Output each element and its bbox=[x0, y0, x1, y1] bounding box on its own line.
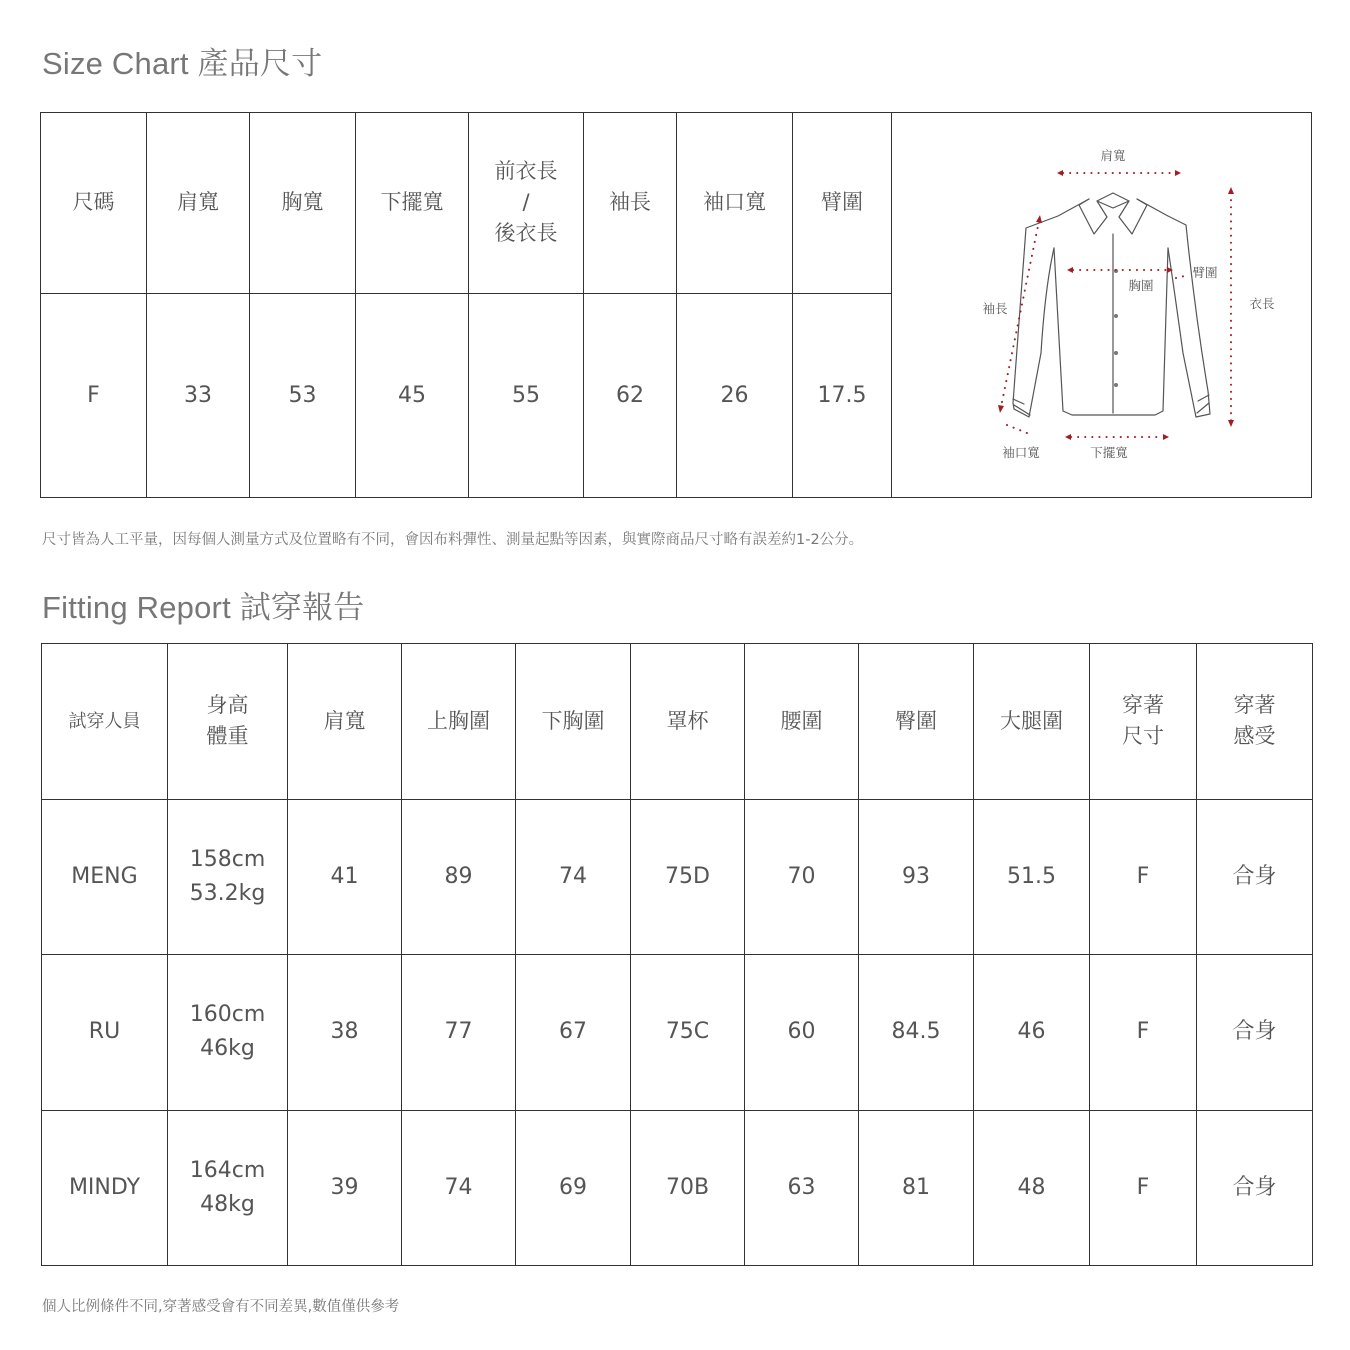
cell-wearing-size: F bbox=[1090, 955, 1197, 1111]
cell-sleeve-length: 62 bbox=[584, 293, 677, 497]
label-chest: 胸圍 bbox=[1127, 278, 1154, 293]
label-shoulder: 肩寬 bbox=[1099, 148, 1126, 163]
label-sleeve: 袖長 bbox=[981, 301, 1008, 316]
header-shoulder: 肩寬 bbox=[288, 644, 402, 800]
cell-arm-circumference: 17.5 bbox=[793, 293, 892, 497]
shirt-outline bbox=[1013, 193, 1210, 417]
header-chest-width: 胸寬 bbox=[250, 113, 356, 294]
fitting-report-note: 個人比例條件不同,穿著感受會有不同差異,數值僅供參考 bbox=[42, 1299, 400, 1315]
cell-hip: 81 bbox=[859, 1110, 974, 1266]
measurement-guides bbox=[1001, 173, 1231, 437]
shirt-diagram-cell bbox=[892, 113, 1312, 498]
header-waist: 腰圍 bbox=[745, 644, 859, 800]
table-row bbox=[42, 1110, 1313, 1266]
cell-waist: 70 bbox=[745, 799, 859, 955]
header-wearing-size bbox=[1090, 644, 1197, 800]
cell-shoulder: 39 bbox=[288, 1110, 402, 1266]
cell-weight: 48kg bbox=[200, 1191, 255, 1217]
table-row bbox=[42, 799, 1313, 955]
cell-waist: 60 bbox=[745, 955, 859, 1111]
header-height-weight bbox=[168, 644, 288, 800]
size-chart-title: Size Chart 產品尺寸 bbox=[42, 46, 323, 81]
header-upper-bust: 上胸圍 bbox=[402, 644, 516, 800]
cell-thigh: 48 bbox=[974, 1110, 1090, 1266]
cell-thigh: 46 bbox=[974, 955, 1090, 1111]
header-cup: 罩杯 bbox=[631, 644, 745, 800]
cell-height: 158cm bbox=[189, 846, 266, 872]
header-shoulder-width: 肩寬 bbox=[147, 113, 250, 294]
cell-height: 160cm bbox=[189, 1002, 266, 1028]
label-length: 衣長 bbox=[1248, 296, 1275, 311]
fitting-report-title: Fitting Report 試穿報告 bbox=[42, 590, 365, 625]
header-wearing-size-1: 穿著 bbox=[1122, 693, 1164, 718]
cell-height-weight bbox=[168, 1110, 288, 1266]
cell-size: F bbox=[41, 293, 147, 497]
header-front-length: 前衣長 bbox=[494, 159, 558, 184]
size-chart-header-row bbox=[41, 113, 1312, 294]
shirt-measurement-diagram bbox=[893, 113, 1311, 491]
cell-wearing-size: F bbox=[1090, 1110, 1197, 1266]
cell-weight: 53.2kg bbox=[189, 880, 266, 906]
header-wearing-feel-1: 穿著 bbox=[1233, 693, 1276, 718]
cell-cup: 75C bbox=[631, 955, 745, 1111]
cell-shoulder: 41 bbox=[288, 799, 402, 955]
measurement-arrows bbox=[998, 170, 1234, 440]
header-cuff-width: 袖口寬 bbox=[677, 113, 793, 294]
cell-chest-width: 53 bbox=[250, 293, 356, 497]
cell-upper-bust: 74 bbox=[402, 1110, 516, 1266]
header-sleeve-length: 袖長 bbox=[584, 113, 677, 294]
cell-wearing-size: F bbox=[1090, 799, 1197, 955]
header-back-length: 後衣長 bbox=[494, 221, 558, 246]
shirt-buttons bbox=[1114, 269, 1118, 387]
fitting-report-table bbox=[41, 643, 1313, 1266]
label-arm: 臂圍 bbox=[1191, 265, 1218, 280]
cell-hip: 93 bbox=[859, 799, 974, 955]
cell-hip: 84.5 bbox=[859, 955, 974, 1111]
cell-weight: 46kg bbox=[200, 1036, 255, 1062]
header-thigh: 大腿圍 bbox=[974, 644, 1090, 800]
header-length-slash: / bbox=[522, 190, 530, 215]
size-chart-table bbox=[40, 112, 1312, 498]
header-wearing-size-2: 尺寸 bbox=[1122, 724, 1164, 749]
cell-upper-bust: 89 bbox=[402, 799, 516, 955]
header-hip: 臀圍 bbox=[859, 644, 974, 800]
cell-hem-width: 45 bbox=[356, 293, 469, 497]
size-chart-note: 尺寸皆為人工平量，因每個人測量方式及位置略有不同，會因布料彈性、測量起點等因素，與實際商品尺寸略有誤差約1-2公分。 bbox=[42, 532, 864, 548]
cell-under-bust: 69 bbox=[516, 1110, 631, 1266]
cell-wearing-feel: 合身 bbox=[1197, 799, 1313, 955]
cell-model-name: RU bbox=[42, 955, 168, 1111]
cell-cup: 70B bbox=[631, 1110, 745, 1266]
cell-waist: 63 bbox=[745, 1110, 859, 1266]
cell-length: 55 bbox=[469, 293, 584, 497]
cell-thigh: 51.5 bbox=[974, 799, 1090, 955]
arm-guide bbox=[1176, 275, 1189, 278]
header-hem-width: 下擺寬 bbox=[356, 113, 469, 294]
cell-under-bust: 74 bbox=[516, 799, 631, 955]
cell-shoulder-width: 33 bbox=[147, 293, 250, 497]
header-length bbox=[469, 113, 584, 294]
table-row bbox=[42, 955, 1313, 1111]
cell-height: 164cm bbox=[189, 1157, 266, 1183]
label-hem: 下擺寬 bbox=[1089, 445, 1128, 460]
label-cuff: 袖口寬 bbox=[1001, 445, 1040, 460]
fitting-header-row bbox=[42, 644, 1313, 800]
header-wearing-feel bbox=[1197, 644, 1313, 800]
header-wearing-feel-2: 感受 bbox=[1233, 724, 1276, 749]
cell-upper-bust: 77 bbox=[402, 955, 516, 1111]
cell-cup: 75D bbox=[631, 799, 745, 955]
cuff-guide bbox=[1007, 425, 1027, 433]
cell-wearing-feel: 合身 bbox=[1197, 1110, 1313, 1266]
header-height: 身高 bbox=[206, 693, 249, 718]
header-under-bust: 下胸圍 bbox=[516, 644, 631, 800]
cell-height-weight bbox=[168, 799, 288, 955]
cell-cuff-width: 26 bbox=[677, 293, 793, 497]
cell-under-bust: 67 bbox=[516, 955, 631, 1111]
header-size: 尺碼 bbox=[41, 113, 147, 294]
header-arm-circumference: 臂圍 bbox=[793, 113, 892, 294]
cell-model-name: MENG bbox=[42, 799, 168, 955]
header-model: 試穿人員 bbox=[42, 644, 168, 800]
cell-model-name: MINDY bbox=[42, 1110, 168, 1266]
cell-wearing-feel: 合身 bbox=[1197, 955, 1313, 1111]
cell-height-weight bbox=[168, 955, 288, 1111]
cell-shoulder: 38 bbox=[288, 955, 402, 1111]
header-weight: 體重 bbox=[206, 724, 249, 749]
